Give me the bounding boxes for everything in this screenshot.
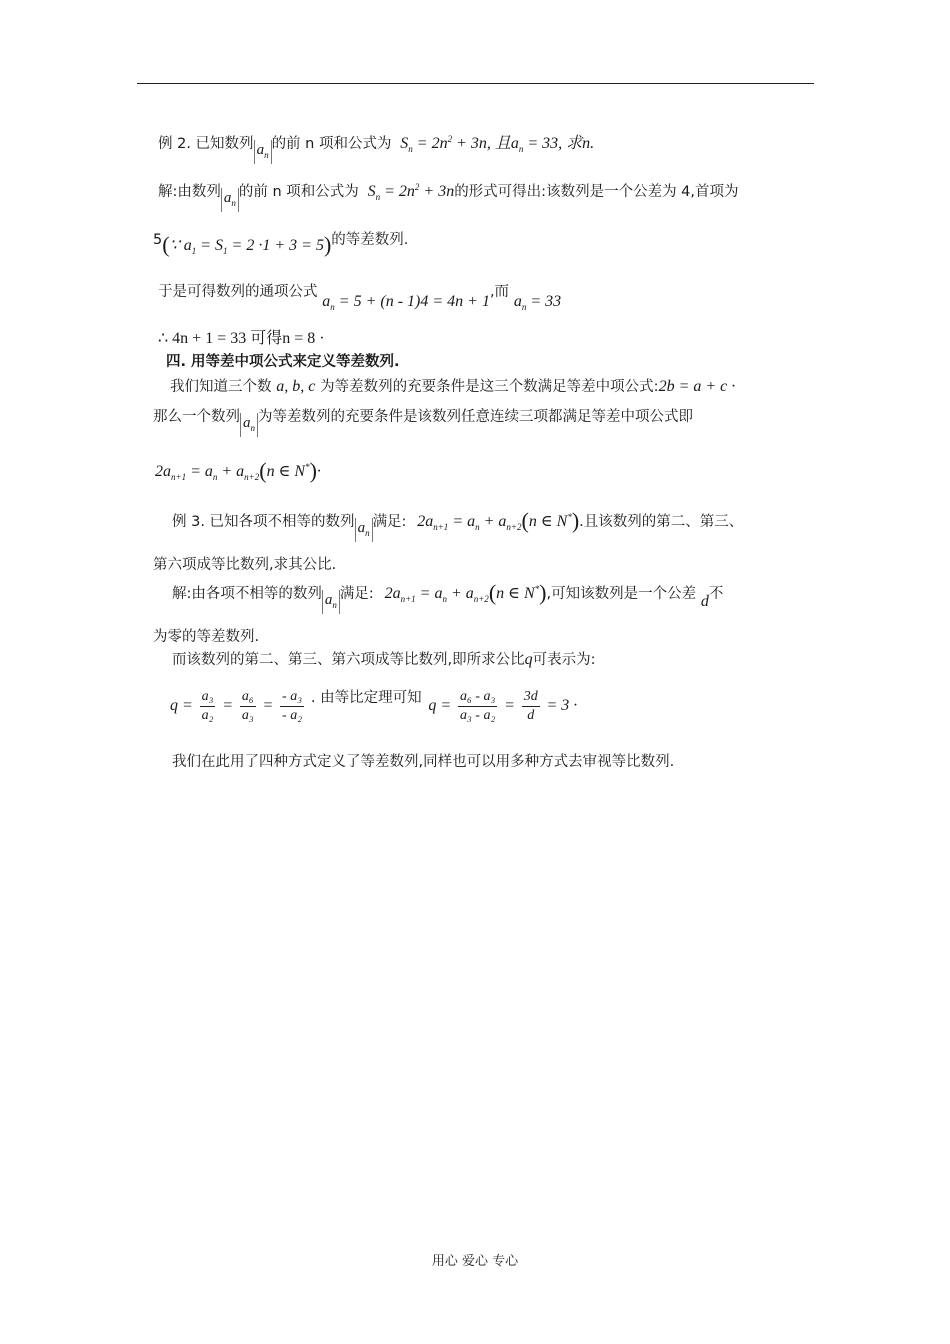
header-rule [137, 83, 814, 84]
solution-2-line-3: 于是可得数列的通项公式 $a_n = 5 + (n - 1)4 = 4n + 1$,而 $a_n = 33$ [158, 284, 562, 312]
sequence-an: $a_n$ [221, 190, 239, 208]
formula-sn: $S_n = 2n^2 + 3n$, 且$a_n = 33$, 求n. [400, 134, 595, 154]
fraction-a6-a3: $\frac{\text{a₆}}{\text{a₃}}$ [241, 688, 254, 723]
fraction-3d-d: $\frac{3d}{d}$ [523, 688, 538, 723]
section-4-formula: $2a_{n+1} = a_n + a_{n+2}(n$ ∈ N*)· [155, 458, 321, 483]
fraction-a3-a2: $\frac{\text{a₃}}{\text{a₂}}$ [201, 688, 214, 723]
solution-2-line-2: 5(∵ $a_1 = S_1 = 2 \cdot 1 + 3 = 5$)的等差数列. [153, 232, 409, 257]
ratio-formula-line: q = $\frac{\text{a₃}}{\text{a₂}}$ = $\frac{\text{a₆}}{\text{a₃}}$ = $\frac{\text{- a₃}}{\text{- a₂}}$ . 由等比定理可知 q = $\frac{\text{a₆ - a₃}}{\text{a₃ - a₂}}$ = $\frac{3d}{d}$ = 3 · [170, 688, 578, 723]
formula-general-term: $a_n = 5 + (n - 1)4 = 4n + 1$ [322, 293, 490, 312]
solution-3-line-3: 而该数列的第二、第三、第六项成等比数列,即所求公比q可表示为: [172, 651, 596, 668]
example-2-line: 例 2. 已知数列 $a_n$的前 n 项和公式为 $S_n = 2n^2 + 3n$, 且$a_n = 33$, 求n. [158, 134, 595, 160]
formula-sn: $S_n = 2n^2 + 3n$ [367, 182, 455, 202]
section-4-line-2: 那么一个数列 $a_n$为等差数列的充要条件是该数列任意连续三项都满足等差中项公式即 [153, 409, 693, 433]
solution-3-line-1: 解:由各项不相等的数列 $a_n$满足: $2a_{n+1} = a_n + a_{n+2}(n$ ∈ N*),可知该数列是一个公差 d不 [172, 580, 724, 610]
sequence-an: $a_n$ [355, 520, 373, 538]
section-4-line-1: 我们知道三个数 a, b, c 为等差数列的充要条件是这三个数满足等差中项公式:2b = a + c · [170, 378, 736, 395]
sequence-an: $a_n$ [240, 415, 258, 433]
formula-a1: ∵ $a_1 = S_1 = 2 \cdot 1 + 3 = 5$ [169, 237, 324, 256]
solution-2-line-1: 解:由数列 $a_n$的前 n 项和公式为 $S_n = 2n^2 + 3n$的形式可得出:该数列是一个公差为 4,首项为 [158, 182, 739, 208]
sequence-an: $a_n$ [254, 142, 272, 160]
solution-3-line-2: 为零的等差数列. [153, 629, 260, 645]
page-footer: 用心 爱心 专心 [431, 1254, 519, 1269]
conclusion-text: 我们在此用了四种方式定义了等差数列,同样也可以用多种方式去审视等比数列. [172, 754, 675, 770]
example-3-line: 例 3. 已知各项不相等的数列 $a_n$满足: $2a_{n+1} = a_n + a_{n+2}(n$ ∈ N*).且该数列的第二、第三、 [172, 508, 744, 538]
section-4-heading: 四. 用等差中项公式来定义等差数列. [166, 354, 400, 370]
example-3-line-2: 第六项成等比数列,求其公比. [153, 557, 337, 573]
fraction-difference: $\frac{\text{a₆ - a₃}}{\text{a₃ - a₂}}$ [459, 688, 496, 723]
solution-2-conclusion: ∴ 4n + 1 = 33 可得n = 8 · [158, 330, 325, 347]
formula-an-33: $a_n = 33$ [513, 293, 562, 312]
sequence-an: $a_n$ [322, 592, 340, 610]
fraction-a6-a3-over-a3-a2: $\frac{\text{- a₃}}{\text{- a₂}}$ [282, 688, 303, 723]
